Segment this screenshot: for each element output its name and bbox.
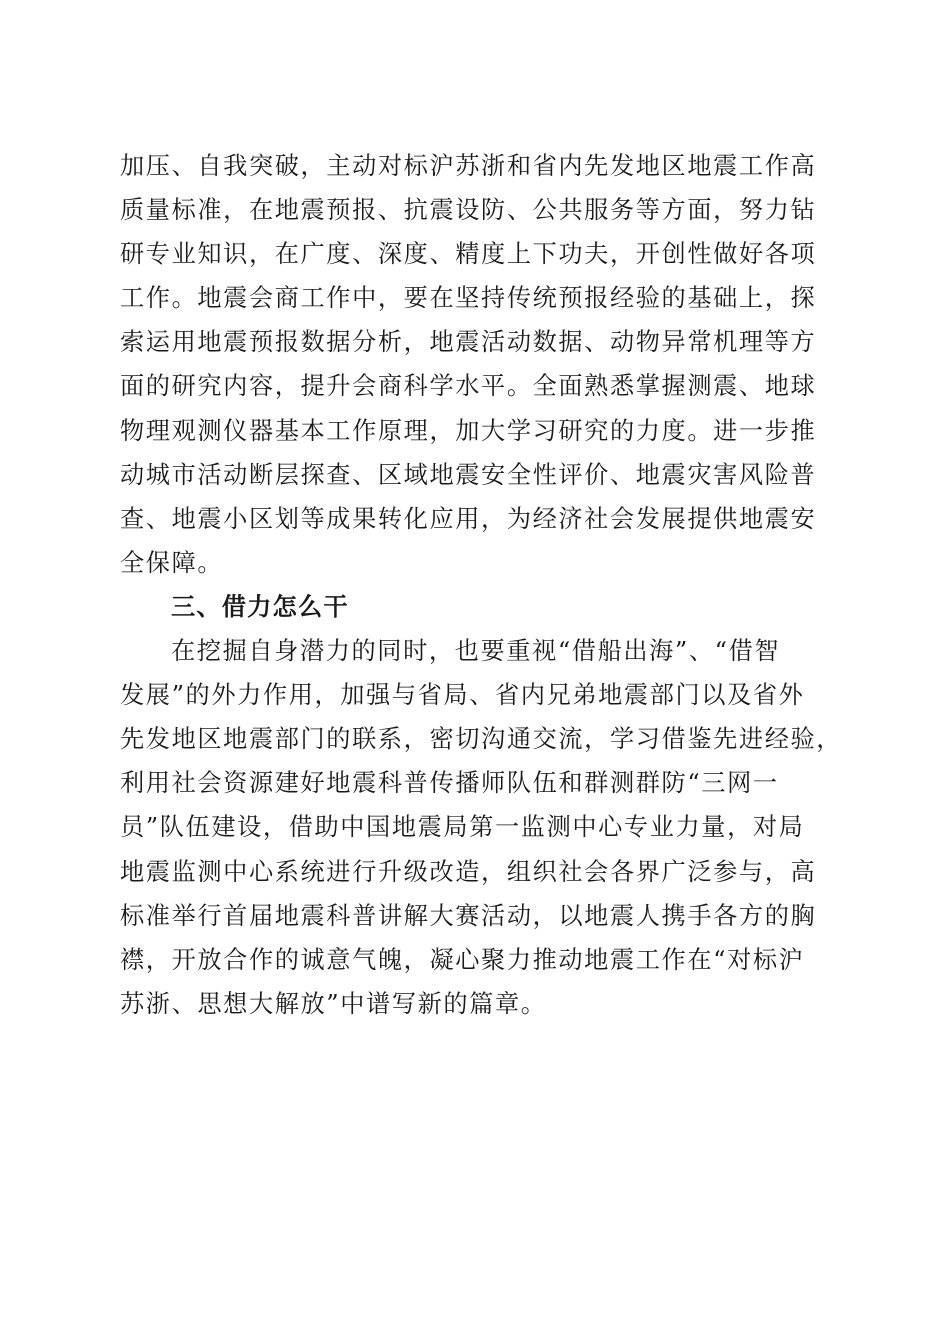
text-line: 研专业知识，在广度、深度、精度上下功夫，开创性做好各项	[120, 240, 817, 269]
paragraph-1	[120, 144, 832, 585]
text-line: 发展”的外力作用，加强与省局、省内兄弟地震部门以及省外	[120, 681, 805, 710]
text-line: 地震监测中心系统进行升级改造，组织社会各界广泛参与，高	[120, 857, 817, 886]
text-line: 查、地震小区划等成果转化应用，为经济社会发展提供地震安	[120, 504, 817, 533]
text-line: 襟，开放合作的诚意气魄，凝心聚力推动地震工作在“对标沪	[120, 945, 805, 974]
text-line: 全保障。	[120, 548, 224, 577]
text-line: 工作。地震会商工作中，要在坚持传统预报经验的基础上，探	[120, 284, 817, 313]
text-line: 苏浙、思想大解放”中谱写新的篇章。	[120, 989, 547, 1018]
document-body	[120, 144, 843, 1026]
paragraph-2	[120, 629, 843, 1026]
text-line: 员”队伍建设，借助中国地震局第一监测中心专业力量，对局	[120, 813, 805, 842]
text-line: 动城市活动断层探查、区域地震安全性评价、地震灾害风险普	[120, 460, 817, 489]
text-line: 加压、自我突破，主动对标沪苏浙和省内先发地区地震工作高	[120, 152, 817, 180]
text-line: 索运用地震预报数据分析，地震活动数据、动物异常机理等方	[120, 328, 817, 357]
text-line: 利用社会资源建好地震科普传播师队伍和群测群防“三网一	[120, 769, 779, 798]
text-line: 质量标准，在地震预报、抗震设防、公共服务等方面，努力钻	[120, 196, 817, 225]
section-heading: 三、借力怎么干	[171, 592, 349, 621]
text-line: 物理观测仪器基本工作原理，加大学习研究的力度。进一步推	[120, 416, 817, 445]
text-line: 标准举行首届地震科普讲解大赛活动，以地震人携手各方的胸	[120, 901, 817, 930]
text-line: 在挖掘自身潜力的同时，也要重视“借船出海”、“借智	[171, 637, 781, 666]
text-line: 先发地区地震部门的联系，密切沟通交流，学习借鉴先进经验，	[120, 725, 843, 754]
text-line: 面的研究内容，提升会商科学水平。全面熟悉掌握测震、地球	[120, 372, 817, 401]
